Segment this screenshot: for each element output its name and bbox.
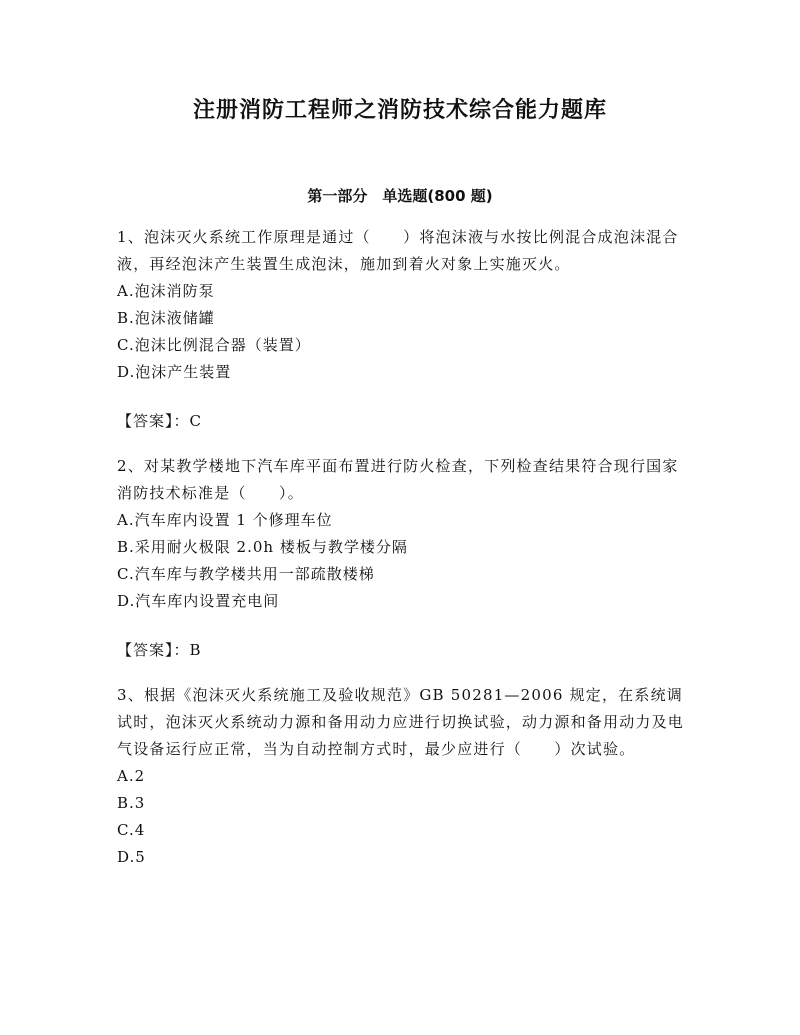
answer-line: 【答案】：B xyxy=(117,641,202,659)
option-c: C.4 xyxy=(117,821,146,839)
document-title: 注册消防工程师之消防技术综合能力题库 xyxy=(192,98,607,123)
question-3 xyxy=(117,682,687,871)
question-stem: 1、泡沫灭火系统工作原理是通过（ ）将泡沫液与水按比例混合成泡沫混合液，再经泡沫产生装置生成泡沫，施加到着火对象上实施灭火。 xyxy=(117,228,679,273)
question-stem: 3、根据《泡沫灭火系统施工及验收规范》GB 50281—2006 规定，在系统调试时，泡沫灭火系统动力源和备用动力应进行切换试验，动力源和备用动力及电气设备运行应正常，当为自动控制方式时，最少应进行（ ）次试验。 xyxy=(117,686,685,758)
option-a: A.泡沫消防泵 xyxy=(117,282,215,300)
option-b: B.泡沫液储罐 xyxy=(117,309,215,327)
section-heading: 第一部分 单选题(800 题) xyxy=(307,187,493,205)
option-c: C.汽车库与教学楼共用一部疏散楼梯 xyxy=(117,565,375,583)
option-b: B.采用耐火极限 2.0h 楼板与教学楼分隔 xyxy=(117,538,408,556)
answer-line: 【答案】：C xyxy=(117,412,202,430)
question-1 xyxy=(117,224,687,435)
question-2 xyxy=(117,453,687,664)
option-a: A.2 xyxy=(117,767,146,785)
option-c: C.泡沫比例混合器（装置） xyxy=(117,336,311,354)
option-b: B.3 xyxy=(117,794,146,812)
option-d: D.汽车库内设置充电间 xyxy=(117,592,280,610)
question-list xyxy=(117,224,687,871)
option-d: D.泡沫产生装置 xyxy=(117,363,232,381)
option-d: D.5 xyxy=(117,848,146,866)
option-a: A.汽车库内设置 1 个修理车位 xyxy=(117,511,333,529)
question-stem: 2、对某教学楼地下汽车库平面布置进行防火检查，下列检查结果符合现行国家消防技术标准是（ ）。 xyxy=(117,457,679,502)
